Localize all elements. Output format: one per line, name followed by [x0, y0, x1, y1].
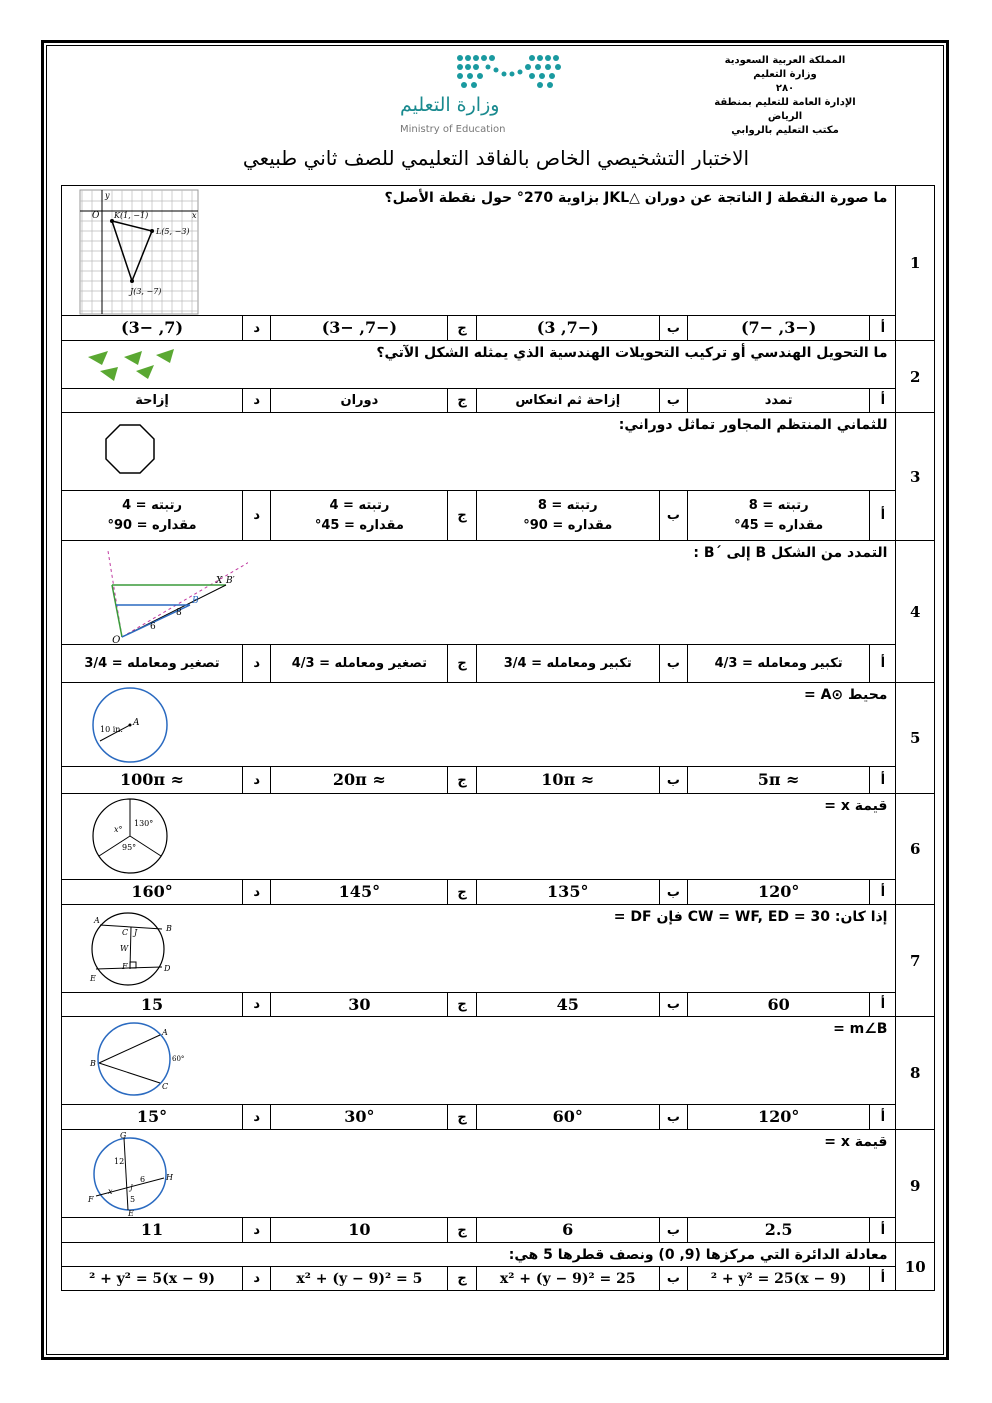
answer-option[interactable]: [476, 491, 659, 541]
option-key: ب: [659, 767, 687, 794]
fig7-w: W: [120, 944, 129, 953]
fig9-x: x: [108, 1187, 113, 1196]
answer-option[interactable]: ≈ 100π: [62, 767, 243, 794]
question-row: [62, 794, 935, 880]
option-key: د: [243, 993, 271, 1017]
answers-row: [62, 389, 935, 413]
answer-option[interactable]: تمدد: [688, 389, 870, 413]
option-line: رتبته = 8: [537, 497, 598, 513]
answer-option[interactable]: (−3, −7): [688, 316, 870, 341]
question-text: m∠B =: [833, 1021, 888, 1037]
header-code: ٢٨٠: [775, 83, 795, 94]
answers-row: [62, 1218, 935, 1243]
answer-option[interactable]: تصغير ومعامله = 3/4: [62, 645, 243, 683]
option-key: د: [243, 491, 271, 541]
circle-sectors-figure: [78, 796, 188, 876]
question-cell: [62, 341, 896, 389]
answers-row: [62, 316, 935, 341]
question-cell: [62, 541, 896, 645]
circle-a-figure: [78, 685, 188, 765]
question-number: 1: [896, 186, 935, 341]
question-row: [62, 413, 935, 491]
header-office: مكتب التعليم بالروابي: [731, 125, 839, 136]
option-key: أ: [870, 1267, 896, 1291]
fig1-j: J(3, −7): [130, 287, 162, 296]
question-text: إذا كان: CW = WF, ED = 30 فإن DF =: [613, 909, 888, 925]
option-key: ب: [659, 491, 687, 541]
answers-row: [62, 491, 935, 541]
option-key: ب: [659, 1105, 687, 1130]
dilation-figure: [78, 543, 248, 643]
option-key: أ: [870, 1218, 896, 1243]
answer-option[interactable]: إزاحة: [62, 389, 243, 413]
fig1-x: x: [192, 211, 197, 220]
fig7-a: A: [94, 916, 100, 925]
fig9-e: E: [128, 1209, 134, 1216]
option-line: رتبته = 4: [329, 497, 390, 513]
option-key: ب: [659, 1218, 687, 1243]
option-line: مقداره = 45°: [314, 517, 404, 533]
option-key: ج: [448, 1267, 476, 1291]
answer-option[interactable]: ≈ 10π: [476, 767, 659, 794]
fig1-origin: O: [92, 211, 100, 221]
fig6-x: x°: [114, 825, 123, 834]
fig4-x: X: [216, 576, 223, 586]
fig9-g: G: [120, 1132, 127, 1140]
answer-option[interactable]: [271, 491, 448, 541]
question-number: 4: [896, 541, 935, 683]
fig5-label: 10 in.: [100, 725, 123, 734]
fig9-6: 6: [140, 1175, 146, 1184]
answer-option[interactable]: 45: [476, 993, 659, 1017]
answers-row: [62, 1267, 935, 1291]
fig6-a: 130°: [134, 819, 154, 828]
answer-option[interactable]: (−7, 3): [476, 316, 659, 341]
option-line: رتبته = 4: [122, 497, 182, 513]
fig9-f: F: [88, 1195, 94, 1204]
answers-row: [62, 993, 935, 1017]
answers-row: [62, 645, 935, 683]
question-number: 10: [896, 1243, 935, 1291]
question-cell: [62, 413, 896, 491]
option-key: د: [243, 1267, 271, 1291]
question-text: ما صورة النقطة J الناتجة عن دوران △JKL بزاوية 270° حول نقطة الأصل؟: [384, 190, 888, 206]
option-key: ب: [659, 389, 687, 413]
answer-option[interactable]: دوران: [271, 389, 448, 413]
answer-option[interactable]: (−7, −3): [271, 316, 448, 341]
fig5-a: A: [133, 718, 140, 728]
answer-option[interactable]: تكبير ومعامله = 4/3: [688, 645, 870, 683]
header-country: المملكة العربية السعودية: [724, 55, 846, 66]
question-cell: [62, 186, 896, 316]
option-key: أ: [870, 1105, 896, 1130]
arrows-figure: [78, 343, 198, 387]
option-key: ج: [448, 645, 476, 683]
fig4-8: 8: [176, 608, 182, 618]
answer-option[interactable]: 15: [62, 993, 243, 1017]
inscribed-angle-figure: [78, 1019, 188, 1103]
option-key: أ: [870, 389, 896, 413]
fig1-y: y: [105, 191, 110, 200]
question-cell: [62, 1243, 896, 1267]
fig7-d: D: [164, 964, 171, 973]
questions-table: [61, 185, 935, 1291]
question-number: 6: [896, 794, 935, 905]
option-key: أ: [870, 645, 896, 683]
option-key: ج: [448, 389, 476, 413]
answer-option[interactable]: 30°: [271, 1105, 448, 1130]
question-text: محيط ⊙A =: [803, 687, 888, 703]
fig7-f: F: [122, 962, 128, 971]
question-row: [62, 541, 935, 645]
question-text: التمدد من الشكل B إلى ´B :: [693, 545, 888, 561]
answer-option[interactable]: (x − 9)² + y² = 25: [688, 1267, 870, 1291]
option-key: د: [243, 645, 271, 683]
fig7-b: B: [166, 924, 172, 933]
answer-option[interactable]: x² + (y − 9)² = 5: [271, 1267, 448, 1291]
question-text: معادلة الدائرة التي مركزها (9, 0) ونصف قطرها 5 هي:: [508, 1247, 888, 1263]
answer-option[interactable]: 160°: [62, 880, 243, 905]
answer-option[interactable]: 135°: [476, 880, 659, 905]
answer-option[interactable]: تكبير ومعامله = 3/4: [476, 645, 659, 683]
option-line: مقداره = 90°: [523, 517, 613, 533]
fig7-c: C: [122, 928, 129, 937]
option-key: ج: [448, 993, 476, 1017]
question-cell: [62, 1130, 896, 1218]
option-key: ب: [659, 1267, 687, 1291]
answer-option[interactable]: 120°: [688, 880, 870, 905]
question-cell: [62, 905, 896, 993]
option-key: أ: [870, 767, 896, 794]
fig7-e: E: [90, 974, 96, 983]
answer-option[interactable]: 145°: [271, 880, 448, 905]
logo-english-text: Ministry of Education: [400, 124, 506, 135]
fig4-q: Q: [112, 635, 121, 643]
coordinate-grid-figure: [78, 188, 200, 316]
option-key: ج: [448, 316, 476, 341]
option-key: ب: [659, 645, 687, 683]
option-key: د: [243, 316, 271, 341]
answer-option[interactable]: 60°: [476, 1105, 659, 1130]
option-key: د: [243, 1105, 271, 1130]
question-text: قيمة x =: [824, 1134, 888, 1150]
option-key: أ: [870, 316, 896, 341]
question-number: 7: [896, 905, 935, 1017]
answer-option[interactable]: 2.5: [688, 1218, 870, 1243]
fig1-l: L(5, −3): [156, 227, 190, 236]
question-row: [62, 1130, 935, 1218]
answer-option[interactable]: x² + (y − 9)² = 25: [476, 1267, 659, 1291]
option-key: ج: [448, 491, 476, 541]
option-key: د: [243, 880, 271, 905]
fig4-b: B: [192, 596, 199, 606]
question-row: [62, 683, 935, 767]
fig7-j: J: [134, 928, 138, 937]
question-number: 2: [896, 341, 935, 413]
question-row: [62, 905, 935, 993]
answer-option[interactable]: إزاحة ثم انعكاس: [476, 389, 659, 413]
option-line: مقداره = 90°: [107, 517, 197, 533]
fig6-b: 95°: [122, 843, 137, 852]
question-row: [62, 1243, 935, 1267]
question-row: [62, 1017, 935, 1105]
logo-arabic-text: وزارة التعليم: [400, 94, 500, 116]
option-key: ب: [659, 880, 687, 905]
question-number: 9: [896, 1130, 935, 1243]
option-key: ج: [448, 767, 476, 794]
fig9-h: H: [166, 1173, 173, 1182]
question-text: للثماني المنتظم المجاور تماثل دوراني:: [618, 417, 888, 433]
answer-option[interactable]: 10: [271, 1218, 448, 1243]
octagon-figure: [78, 415, 188, 487]
option-key: د: [243, 767, 271, 794]
question-number: 3: [896, 413, 935, 541]
answers-row: [62, 880, 935, 905]
logo-dots-icon: [392, 52, 572, 97]
header-department: الإدارة العامة للتعليم بمنطقة الرياض: [714, 97, 856, 122]
answer-option[interactable]: 30: [271, 993, 448, 1017]
question-row: [62, 341, 935, 389]
option-line: رتبته = 8: [748, 497, 809, 513]
answer-option[interactable]: تصغير ومعامله = 4/3: [271, 645, 448, 683]
question-row: [62, 186, 935, 316]
ministry-header: [700, 54, 870, 138]
option-key: ج: [448, 1218, 476, 1243]
answers-row: [62, 1105, 935, 1130]
answers-row: [62, 767, 935, 794]
option-key: د: [243, 1218, 271, 1243]
answer-option[interactable]: 60: [688, 993, 870, 1017]
fig4-bp: B′: [226, 576, 235, 586]
answer-option[interactable]: [62, 491, 243, 541]
question-number: 8: [896, 1017, 935, 1130]
question-text: قيمة x =: [824, 798, 888, 814]
option-key: ج: [448, 1105, 476, 1130]
fig4-6: 6: [150, 622, 156, 632]
option-key: أ: [870, 880, 896, 905]
question-cell: [62, 683, 896, 767]
answer-option[interactable]: (x − 9)² + y² = 5: [62, 1267, 243, 1291]
ministry-logo: [392, 52, 572, 142]
fig8-arc: 60°: [172, 1055, 185, 1063]
fig8-a: A: [162, 1028, 168, 1037]
option-key: ب: [659, 316, 687, 341]
answer-option[interactable]: ≈ 5π: [688, 767, 870, 794]
option-key: ب: [659, 993, 687, 1017]
question-number: 5: [896, 683, 935, 794]
option-key: أ: [870, 491, 896, 541]
option-line: مقداره = 45°: [734, 517, 824, 533]
option-key: ج: [448, 880, 476, 905]
intersecting-chords-figure: [78, 1132, 188, 1216]
answer-option[interactable]: 120°: [688, 1105, 870, 1130]
fig9-5: 5: [130, 1195, 136, 1204]
option-key: د: [243, 389, 271, 413]
question-text: ما التحويل الهندسي أو تركيب التحويلات الهندسية الذي يمثله الشكل الآتي؟: [376, 345, 888, 361]
fig9-12: 12: [114, 1157, 125, 1166]
answer-option[interactable]: 11: [62, 1218, 243, 1243]
answer-option[interactable]: 15°: [62, 1105, 243, 1130]
answer-option[interactable]: [688, 491, 870, 541]
fig9-j: J: [130, 1184, 133, 1192]
answer-option[interactable]: (7, −3): [62, 316, 243, 341]
answer-option[interactable]: ≈ 20π: [271, 767, 448, 794]
fig8-c: C: [162, 1082, 169, 1091]
header-ministry: وزارة التعليم: [753, 69, 817, 80]
fig1-k: K(1, −1): [114, 211, 149, 220]
circle-chords-figure: [78, 907, 188, 991]
question-cell: [62, 794, 896, 880]
question-cell: [62, 1017, 896, 1105]
option-key: أ: [870, 993, 896, 1017]
page-title: الاختبار التشخيصي الخاص بالفاقد التعليمي للصف ثاني طبيعي: [242, 146, 750, 170]
answer-option[interactable]: 6: [476, 1218, 659, 1243]
fig8-b: B: [90, 1059, 96, 1068]
